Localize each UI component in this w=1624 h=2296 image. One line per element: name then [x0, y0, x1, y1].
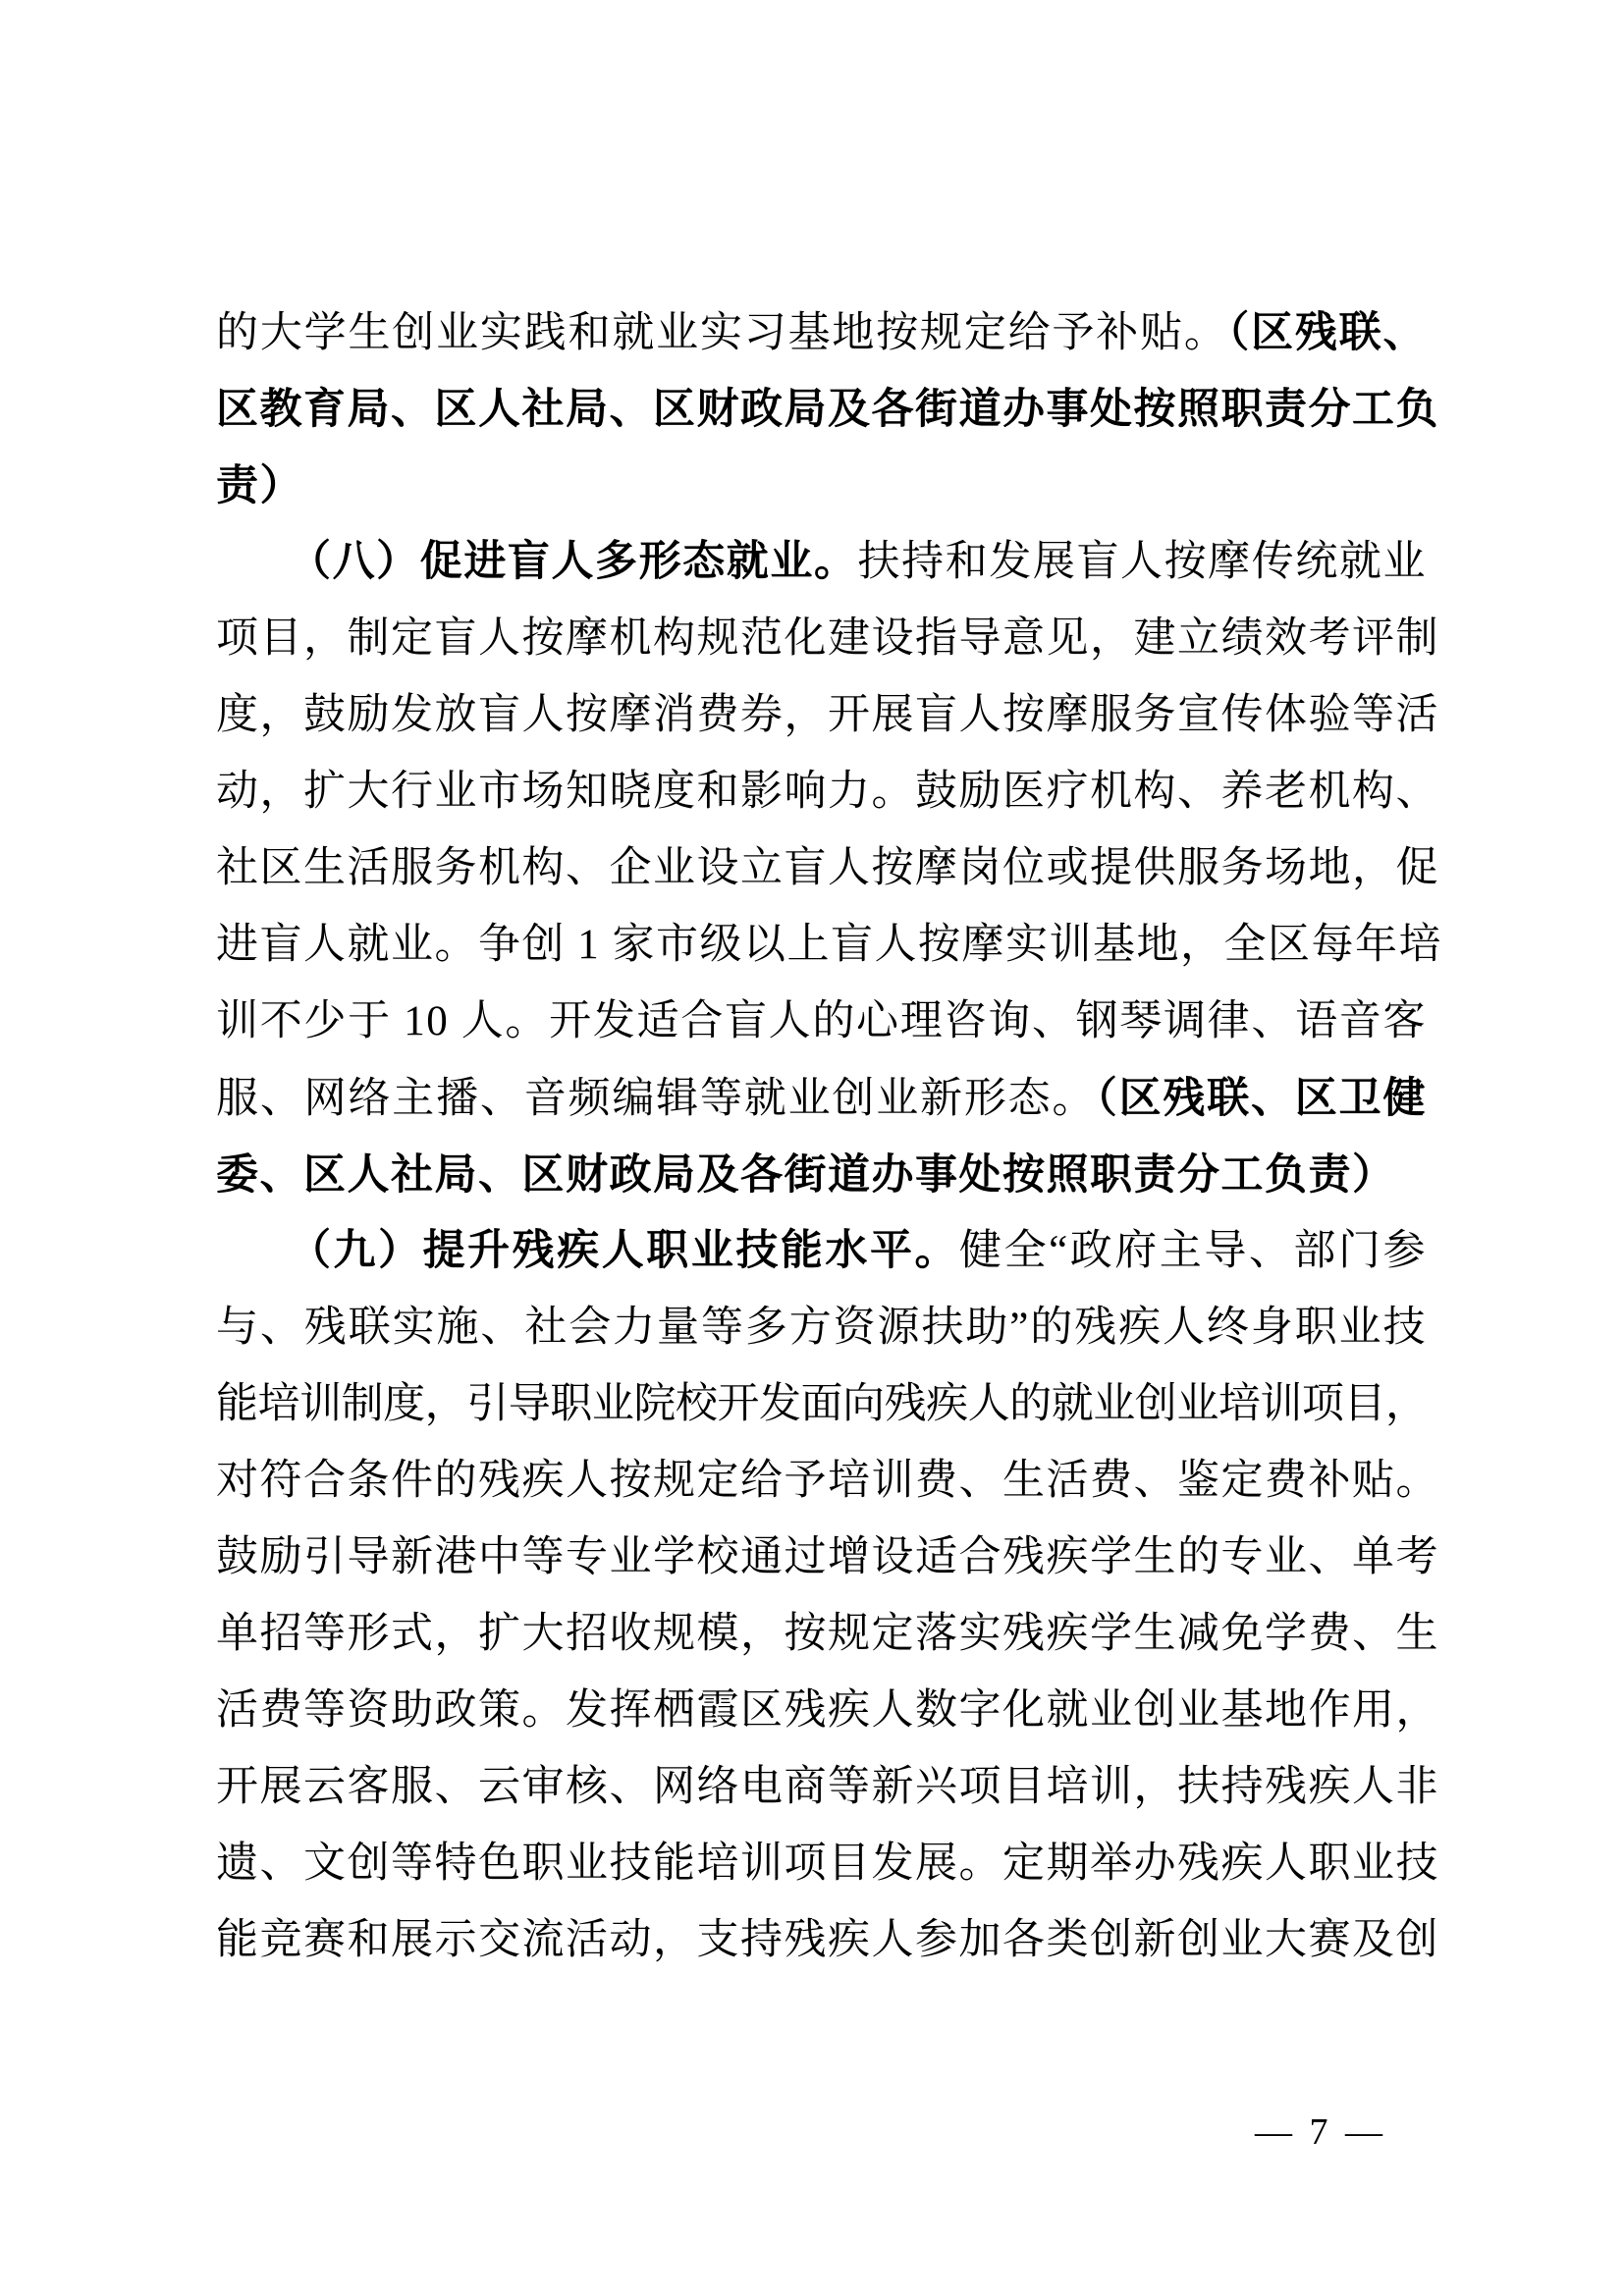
body-text: 社区生活服务机构、企业设立盲人按摩岗位或提供服务场地，促: [216, 845, 1439, 891]
body-text: 项目，制定盲人按摩机构规范化建设指导意见，建立绩效考评制: [216, 615, 1439, 662]
body-text: 活费等资助政策。发挥栖霞区残疾人数字化就业创业基地作用，: [216, 1687, 1439, 1734]
text-line: [216, 830, 1439, 907]
body-text: 开展云客服、云审核、网络电商等新兴项目培训，扶持残疾人非: [216, 1764, 1439, 1810]
text-line: [216, 1902, 1439, 1979]
department-attribution: （区残联、: [1227, 309, 1428, 356]
text-line: [216, 371, 1439, 448]
text-line: [216, 1749, 1439, 1826]
text-line: [216, 294, 1427, 371]
body-text: 服、网络主播、音频编辑等就业创业新形态。: [216, 1076, 1097, 1122]
body-text: 扶持和发展盲人按摩传统就业: [857, 539, 1428, 585]
text-line: [216, 984, 1427, 1060]
body-text: 训不少于 10 人。开发适合盲人的心理咨询、钢琴调律、语音客: [216, 998, 1427, 1044]
body-text: 对符合条件的残疾人按规定给予培训费、生活费、鉴定费补贴。: [216, 1458, 1439, 1504]
body-text: 单招等形式，扩大招收规模，按规定落实残疾学生减免学费、生: [216, 1611, 1439, 1657]
text-line: [216, 1366, 1427, 1443]
body-text: 动，扩大行业市场知晓度和影响力。鼓励医疗机构、养老机构、: [216, 769, 1439, 815]
section-heading: （八）促进盲人多形态就业。: [289, 539, 858, 585]
text-line: [216, 677, 1439, 754]
text-line: [216, 1137, 1427, 1213]
text-line: [216, 754, 1439, 830]
body-text: 度，鼓励发放盲人按摩消费券，开展盲人按摩服务宣传体验等活: [216, 692, 1439, 738]
text-line: [216, 907, 1442, 984]
department-attribution: （区残联、区卫健: [1096, 1075, 1428, 1122]
text-line: [216, 1520, 1439, 1596]
body-text: 健全“政府主导、部门参: [959, 1228, 1427, 1274]
department-attribution: 委、区人社局、区财政局及各街道办事处按照职责分工负责）: [216, 1151, 1396, 1199]
text-line: [216, 448, 1427, 524]
page-number: — 7 —: [1255, 2111, 1386, 2153]
section-heading: （九）提升残疾人职业技能水平。: [289, 1228, 960, 1274]
text-line: [216, 1826, 1439, 1902]
body-text: 的大学生创业实践和就业实习基地按规定给予补贴。: [216, 310, 1228, 356]
text-line: [216, 1213, 1427, 1290]
text-line: [216, 1443, 1439, 1520]
department-attribution: 责）: [216, 462, 303, 509]
document-text: [216, 294, 1442, 1979]
text-line: [216, 1596, 1439, 1673]
text-line: [216, 1060, 1427, 1137]
department-attribution: 区教育局、区人社局、区财政局及各街道办事处按照职责分工负: [216, 386, 1439, 433]
body-text: 进盲人就业。争创 1 家市级以上盲人按摩实训基地，全区每年培: [216, 922, 1442, 968]
body-text: 能竞赛和展示交流活动，支持残疾人参加各类创新创业大赛及创: [216, 1917, 1439, 1963]
text-line: [216, 601, 1439, 677]
body-text: 鼓励引导新港中等专业学校通过增设适合残疾学生的专业、单考: [216, 1534, 1439, 1580]
text-line: [216, 1673, 1439, 1749]
body-text: 与、残联实施、社会力量等多方资源扶助”的残疾人终身职业技: [216, 1305, 1427, 1351]
body-text: 能培训制度，引导职业院校开发面向残疾人的就业创业培训项目，: [216, 1381, 1427, 1427]
body-text: 遗、文创等特色职业技能培训项目发展。定期举办残疾人职业技: [216, 1841, 1439, 1887]
text-line: [216, 1290, 1427, 1366]
text-line: [216, 524, 1427, 601]
